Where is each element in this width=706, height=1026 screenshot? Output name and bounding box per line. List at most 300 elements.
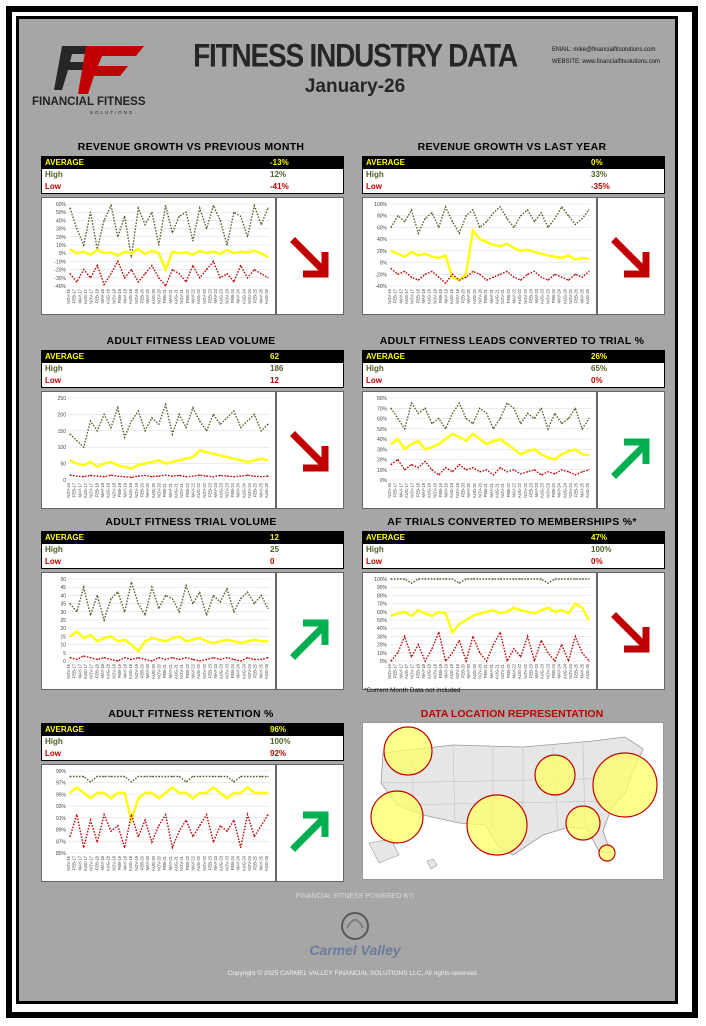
data-point xyxy=(397,613,398,614)
data-point xyxy=(561,578,562,579)
x-tick-label: AUG-24 xyxy=(562,289,568,305)
data-point xyxy=(486,444,487,445)
data-point xyxy=(151,476,152,477)
y-tick-label: 60% xyxy=(55,202,66,208)
series-line-high xyxy=(70,582,268,620)
series-line-average xyxy=(70,787,268,820)
data-point xyxy=(500,578,501,579)
data-point xyxy=(138,208,139,209)
data-point xyxy=(233,820,234,821)
page-title: FITNESS INDUSTRY DATA xyxy=(193,37,517,74)
y-tick-label: 80% xyxy=(376,396,387,402)
y-tick-label: 50 xyxy=(60,461,66,468)
x-tick-label: NOV-22 xyxy=(522,289,528,304)
x-tick-label: FEB-23 xyxy=(528,664,534,679)
data-point xyxy=(138,798,139,799)
data-point xyxy=(97,265,98,266)
data-point xyxy=(479,613,480,614)
logo-text: FINANCIAL FITNESS xyxy=(32,96,146,108)
data-point xyxy=(145,253,146,254)
data-point xyxy=(179,659,180,660)
x-tick-label: MAY-22 xyxy=(190,664,196,679)
stats-label: Low xyxy=(366,182,382,191)
data-point xyxy=(472,423,473,424)
x-tick-label: AUG-19 xyxy=(449,664,455,680)
data-point xyxy=(145,614,146,615)
data-point xyxy=(254,414,255,415)
stats-value: 33% xyxy=(591,170,608,179)
data-point xyxy=(206,814,207,815)
data-point xyxy=(226,798,227,799)
data-point xyxy=(145,659,146,660)
x-tick-label: NOV-17 xyxy=(409,289,415,304)
data-point xyxy=(541,408,542,409)
data-point xyxy=(220,792,221,793)
data-point xyxy=(588,418,589,419)
cv-name: Carmel Valley xyxy=(309,942,401,958)
stats-value: 0% xyxy=(591,557,603,566)
data-point xyxy=(69,636,70,637)
x-tick-label: FEB-19 xyxy=(116,856,122,871)
data-point xyxy=(438,444,439,445)
data-point xyxy=(431,212,432,213)
data-point xyxy=(110,205,111,206)
x-tick-label: NOV-24 xyxy=(568,664,574,679)
x-tick-label: AUG-23 xyxy=(218,289,224,305)
data-point xyxy=(206,452,207,453)
data-point xyxy=(158,460,159,461)
trend-down-arrow-icon xyxy=(295,242,325,274)
data-point xyxy=(145,430,146,431)
data-point xyxy=(110,598,111,599)
data-point xyxy=(97,641,98,642)
x-tick-label: AUG-17 xyxy=(82,664,88,680)
x-tick-label: NOV-16 xyxy=(387,483,392,498)
data-point xyxy=(425,461,426,462)
data-point xyxy=(117,465,118,466)
data-point xyxy=(513,247,514,248)
data-point xyxy=(506,403,507,404)
x-tick-label: AUG-25 xyxy=(585,289,590,305)
x-tick-label: FEB-24 xyxy=(230,664,236,679)
stats-label: Low xyxy=(366,557,382,566)
data-point xyxy=(179,792,180,793)
stats-value: -41% xyxy=(270,182,289,191)
x-tick-label: AUG-22 xyxy=(196,483,202,499)
data-point xyxy=(172,657,173,658)
line-chart xyxy=(41,391,276,509)
data-point xyxy=(138,836,139,837)
data-point xyxy=(110,798,111,799)
x-tick-label: NOV-18 xyxy=(432,664,438,679)
data-point xyxy=(97,595,98,596)
data-point xyxy=(582,454,583,455)
data-point xyxy=(104,792,105,793)
data-point xyxy=(397,418,398,419)
y-tick-label: 30 xyxy=(60,609,66,616)
data-point xyxy=(404,428,405,429)
line-chart xyxy=(362,391,597,509)
data-point xyxy=(233,281,234,282)
data-point xyxy=(445,428,446,429)
chart-title: ADULT FITNESS TRIAL VOLUME xyxy=(105,516,277,528)
y-tick-label: 10% xyxy=(376,467,387,474)
data-point xyxy=(452,277,453,278)
data-point xyxy=(404,449,405,450)
y-tick-label: 60% xyxy=(376,225,387,232)
data-point xyxy=(267,257,268,258)
data-point xyxy=(547,280,548,281)
x-tick-label: MAY-20 xyxy=(145,483,151,498)
data-point xyxy=(397,274,398,275)
data-point xyxy=(179,611,180,612)
data-point xyxy=(151,212,152,213)
data-point xyxy=(138,249,139,250)
data-point xyxy=(418,233,419,234)
data-point xyxy=(213,261,214,262)
trend-arrow-box xyxy=(276,391,344,509)
contact-info xyxy=(552,44,660,68)
data-point xyxy=(69,474,70,475)
x-tick-label: MAY-22 xyxy=(511,483,517,498)
x-tick-label: AUG-17 xyxy=(82,289,88,305)
data-point xyxy=(534,271,535,272)
x-tick-label: AUG-19 xyxy=(449,483,455,499)
location-circle xyxy=(599,845,615,861)
data-point xyxy=(431,256,432,257)
data-point xyxy=(97,475,98,476)
data-point xyxy=(165,776,166,777)
x-tick-label: MAY-19 xyxy=(443,289,449,304)
stats-table xyxy=(41,531,344,569)
data-point xyxy=(541,253,542,254)
data-point xyxy=(261,430,262,431)
x-tick-label: AUG-21 xyxy=(173,289,179,305)
x-tick-label: NOV-19 xyxy=(454,483,460,498)
data-point xyxy=(472,615,473,616)
data-point xyxy=(97,776,98,777)
data-point xyxy=(527,611,528,612)
stats-row-low xyxy=(42,748,343,760)
x-tick-label: FEB-18 xyxy=(94,664,100,679)
y-tick-label: 87% xyxy=(55,839,66,846)
y-tick-label: 97% xyxy=(55,780,66,787)
data-point xyxy=(575,408,576,409)
data-point xyxy=(138,603,139,604)
data-point xyxy=(104,253,105,254)
data-point xyxy=(534,613,535,614)
x-tick-label: MAY-18 xyxy=(99,483,105,498)
data-point xyxy=(541,578,542,579)
data-point xyxy=(431,469,432,470)
chart-title: ADULT FITNESS LEAD VOLUME xyxy=(106,335,276,347)
data-point xyxy=(69,249,70,250)
x-tick-label: NOV-23 xyxy=(224,856,230,871)
data-point xyxy=(185,781,186,782)
data-point xyxy=(83,447,84,448)
data-point xyxy=(582,578,583,579)
data-point xyxy=(104,619,105,620)
stats-row-high xyxy=(42,544,343,556)
data-point xyxy=(547,607,548,608)
data-point xyxy=(110,252,111,253)
data-point xyxy=(547,428,548,429)
y-tick-label: -40% xyxy=(375,284,387,290)
data-point xyxy=(124,847,125,848)
data-point xyxy=(493,277,494,278)
contact-email[interactable]: EMAIL: mike@financialfitsolutions.com xyxy=(552,47,656,53)
data-point xyxy=(561,423,562,424)
data-point xyxy=(104,637,105,638)
data-point xyxy=(404,271,405,272)
data-point xyxy=(97,466,98,467)
data-point xyxy=(520,250,521,251)
data-point xyxy=(254,269,255,270)
stats-row-low xyxy=(42,375,343,387)
x-tick-label: FEB-25 xyxy=(252,289,258,304)
x-tick-label: AUG-23 xyxy=(218,856,224,872)
stats-row-low xyxy=(363,556,664,568)
y-tick-label: -10% xyxy=(54,259,66,266)
data-point xyxy=(158,639,159,640)
data-point xyxy=(575,224,576,225)
stats-label: AVERAGE xyxy=(45,352,84,361)
stats-table xyxy=(362,350,665,388)
data-point xyxy=(145,463,146,464)
x-tick-label: AUG-19 xyxy=(128,856,134,872)
data-point xyxy=(233,792,234,793)
x-tick-label: MAY-20 xyxy=(466,289,472,304)
data-point xyxy=(172,776,173,777)
x-tick-label: MAY-25 xyxy=(258,289,264,304)
x-tick-label: MAY-18 xyxy=(420,483,426,498)
stats-row-high xyxy=(42,736,343,748)
y-tick-label: 89% xyxy=(55,827,66,834)
data-point xyxy=(575,259,576,260)
data-point xyxy=(582,607,583,608)
y-tick-label: 99% xyxy=(55,769,66,775)
x-tick-label: FEB-25 xyxy=(573,289,579,304)
data-point xyxy=(411,251,412,252)
x-tick-label: AUG-19 xyxy=(449,289,455,305)
data-point xyxy=(110,636,111,637)
y-tick-label: 20% xyxy=(376,642,387,649)
x-tick-label: FEB-22 xyxy=(184,856,190,871)
data-point xyxy=(390,660,391,661)
data-point xyxy=(411,444,412,445)
data-point xyxy=(500,274,501,275)
data-point xyxy=(588,209,589,210)
data-point xyxy=(90,212,91,213)
data-point xyxy=(568,215,569,216)
x-tick-label: NOV-23 xyxy=(545,289,551,304)
stats-value: 12 xyxy=(270,376,279,385)
x-tick-label: FEB-25 xyxy=(252,856,258,871)
data-point xyxy=(261,641,262,642)
x-tick-label: NOV-24 xyxy=(568,483,574,498)
series-line-low xyxy=(70,656,268,661)
x-tick-label: MAY-25 xyxy=(258,664,264,679)
data-point xyxy=(261,458,262,459)
y-tick-label: 5 xyxy=(63,650,66,657)
data-point xyxy=(568,280,569,281)
data-point xyxy=(172,461,173,462)
data-point xyxy=(83,269,84,270)
data-point xyxy=(247,277,248,278)
data-point xyxy=(83,776,84,777)
data-point xyxy=(226,456,227,457)
data-point xyxy=(452,221,453,222)
x-tick-label: AUG-25 xyxy=(264,483,269,499)
data-point xyxy=(220,475,221,476)
x-tick-label: AUG-18 xyxy=(105,289,111,305)
data-point xyxy=(206,430,207,431)
data-point xyxy=(185,820,186,821)
data-point xyxy=(541,640,542,641)
x-tick-label: MAY-24 xyxy=(235,664,241,679)
data-point xyxy=(459,640,460,641)
y-tick-label: 30% xyxy=(55,226,66,233)
data-point xyxy=(267,475,268,476)
data-point xyxy=(131,477,132,478)
x-tick-label: MAY-24 xyxy=(235,856,241,871)
data-point xyxy=(104,476,105,477)
trend-arrow-box xyxy=(597,197,665,315)
data-point xyxy=(267,460,268,461)
data-point xyxy=(472,467,473,468)
data-point xyxy=(124,466,125,467)
x-tick-label: AUG-19 xyxy=(128,664,134,680)
data-point xyxy=(390,250,391,251)
x-tick-label: NOV-20 xyxy=(156,289,162,304)
data-point xyxy=(226,244,227,245)
location-map xyxy=(362,722,664,880)
data-point xyxy=(267,424,268,425)
data-point xyxy=(541,212,542,213)
x-tick-label: NOV-19 xyxy=(454,289,460,304)
trend-arrow-box xyxy=(276,572,344,690)
data-point xyxy=(206,641,207,642)
x-tick-label: FEB-24 xyxy=(551,289,557,304)
x-tick-label: NOV-23 xyxy=(545,664,551,679)
data-point xyxy=(404,256,405,257)
x-tick-label: AUG-19 xyxy=(128,483,134,499)
x-tick-label: AUG-22 xyxy=(196,289,202,305)
x-tick-label: NOV-16 xyxy=(66,856,71,871)
x-tick-label: AUG-22 xyxy=(517,664,523,680)
x-tick-label: AUG-23 xyxy=(539,664,545,680)
data-point xyxy=(138,776,139,777)
data-point xyxy=(124,639,125,640)
x-tick-label: MAY-20 xyxy=(145,856,151,871)
x-tick-label: MAY-20 xyxy=(145,289,151,304)
data-point xyxy=(506,578,507,579)
data-point xyxy=(145,776,146,777)
data-point xyxy=(110,831,111,832)
y-tick-label: 0% xyxy=(379,478,387,484)
stats-value: 62 xyxy=(270,352,279,361)
x-tick-label: AUG-25 xyxy=(585,483,590,499)
location-circle xyxy=(467,795,527,855)
x-tick-label: FEB-22 xyxy=(184,664,190,679)
x-tick-label: MAY-17 xyxy=(398,483,404,498)
x-tick-label: FEB-20 xyxy=(460,664,466,679)
data-point xyxy=(145,792,146,793)
stats-row-low xyxy=(42,556,343,568)
data-point xyxy=(172,637,173,638)
x-tick-label: FEB-19 xyxy=(437,664,443,679)
data-point xyxy=(185,657,186,658)
x-tick-label: AUG-18 xyxy=(426,289,432,305)
stats-label: High xyxy=(366,170,384,179)
data-point xyxy=(206,614,207,615)
data-point xyxy=(179,831,180,832)
x-tick-label: AUG-18 xyxy=(105,483,111,499)
x-tick-label: NOV-18 xyxy=(111,483,117,498)
y-tick-label: 15 xyxy=(60,634,66,641)
data-point xyxy=(90,657,91,658)
contact-website[interactable]: WEBSITE: www.financialfitsolutions.com xyxy=(552,59,661,65)
data-point xyxy=(104,776,105,777)
data-point xyxy=(192,659,193,660)
x-tick-label: MAY-17 xyxy=(77,664,83,679)
x-tick-label: AUG-18 xyxy=(426,483,432,499)
data-point xyxy=(267,792,268,793)
chart-title: AF TRIALS CONVERTED TO MEMBERSHIPS %* xyxy=(387,516,637,528)
x-tick-label: MAY-25 xyxy=(258,856,264,871)
data-point xyxy=(527,451,528,452)
x-tick-label: MAY-18 xyxy=(99,664,105,679)
data-point xyxy=(486,280,487,281)
data-point xyxy=(479,239,480,240)
data-point xyxy=(192,776,193,777)
data-point xyxy=(83,251,84,252)
data-point xyxy=(226,657,227,658)
x-tick-label: NOV-22 xyxy=(201,856,207,871)
data-point xyxy=(172,787,173,788)
y-tick-label: 35 xyxy=(60,601,66,608)
data-point xyxy=(554,218,555,219)
data-point xyxy=(445,578,446,579)
data-point xyxy=(404,221,405,222)
data-point xyxy=(527,209,528,210)
x-tick-label: NOV-16 xyxy=(66,664,71,679)
stats-table xyxy=(41,350,344,388)
stats-label: High xyxy=(366,545,384,554)
x-tick-label: NOV-19 xyxy=(133,483,139,498)
data-point xyxy=(220,455,221,456)
x-tick-label: FEB-22 xyxy=(184,289,190,304)
data-point xyxy=(466,440,467,441)
data-point xyxy=(404,611,405,612)
stats-label: High xyxy=(45,364,63,373)
x-tick-label: NOV-18 xyxy=(111,856,117,871)
data-point xyxy=(247,787,248,788)
data-point xyxy=(472,271,473,272)
data-point xyxy=(493,428,494,429)
location-circle xyxy=(566,806,600,840)
x-tick-label: FEB-19 xyxy=(437,289,443,304)
x-tick-label: NOV-24 xyxy=(247,289,253,304)
data-point xyxy=(233,458,234,459)
data-point xyxy=(172,433,173,434)
y-tick-label: 20% xyxy=(376,457,387,464)
data-point xyxy=(438,418,439,419)
chart-title: REVENUE GROWTH VS LAST YEAR xyxy=(417,141,607,153)
stats-label: High xyxy=(45,737,63,746)
data-point xyxy=(233,611,234,612)
data-point xyxy=(220,277,221,278)
